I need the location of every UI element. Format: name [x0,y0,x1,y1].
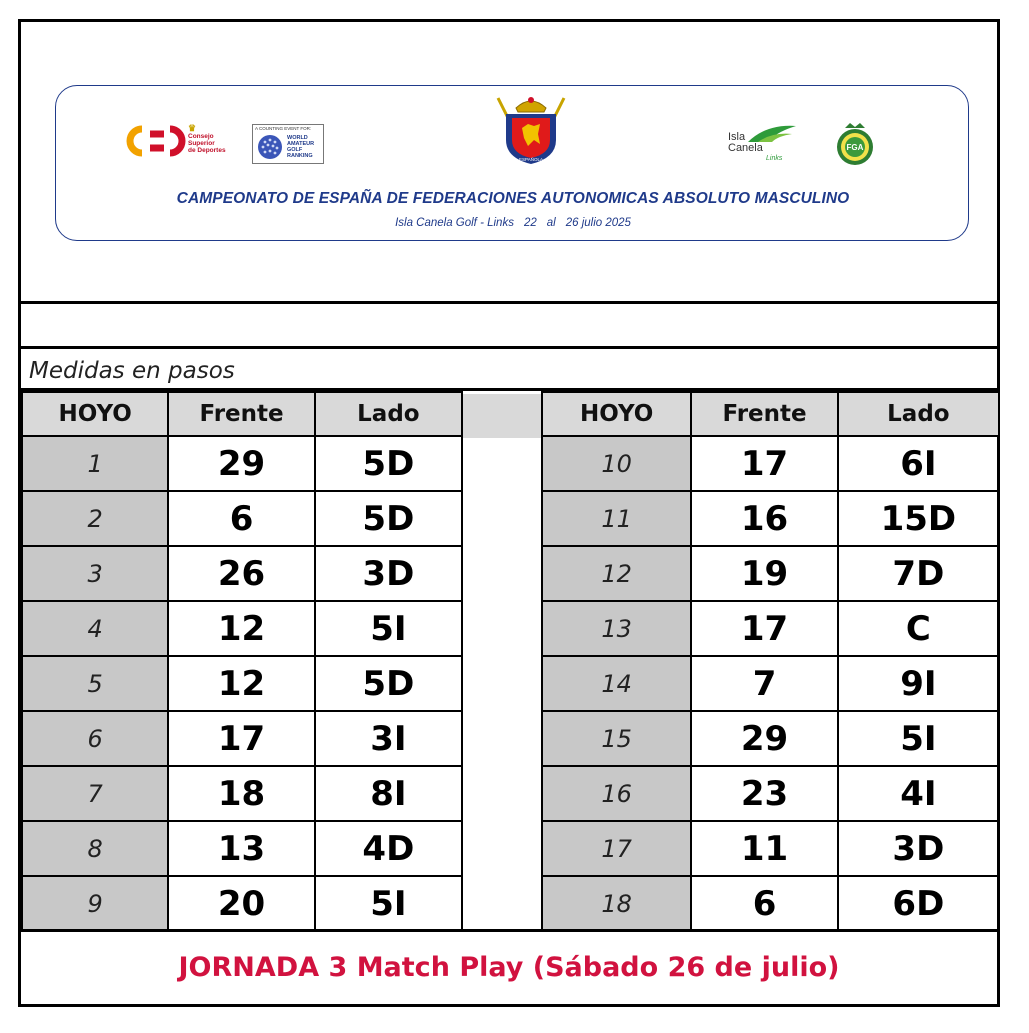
hole-row [22,876,462,931]
hole-number: 18 [542,876,691,931]
hole-number: 9 [22,876,168,931]
header [21,22,997,304]
pin-sheet [18,19,1000,1007]
lado-value: 5D [315,436,462,491]
wagr-text-1: WORLD [287,135,308,141]
hole-row [22,601,462,656]
hole-number: 15 [542,711,691,766]
lado-value: 4I [838,766,999,821]
rfeg-crest-icon [494,94,568,166]
frente-value: 23 [691,766,837,821]
wagr-text-4: RANKING [287,153,313,159]
isla-text: Isla [728,131,746,143]
hole-row [542,601,999,656]
frente-value: 12 [168,656,314,711]
hole-row [542,436,999,491]
csd-logo [126,124,246,164]
hole-number: 11 [542,491,691,546]
lado-value: 7D [838,546,999,601]
rfeg-band-text: ESPAÑOLA [519,157,543,162]
frente-value: 6 [168,491,314,546]
hoyo-header: HOYO [542,392,691,436]
frente-value: 18 [168,766,314,821]
frente-value: 12 [168,601,314,656]
wagr-logo [252,124,324,164]
fga-text: FGA [846,143,864,152]
hole-number: 13 [542,601,691,656]
lado-value: 9I [838,656,999,711]
event-title: CAMPEONATO DE ESPAÑA DE FEDERACIONES AUTONOMICAS ABSOLUTO MASCULINO [176,190,850,207]
column-gap-header [461,394,543,438]
hole-number: 10 [542,436,691,491]
hole-row [542,711,999,766]
frente-value: 19 [691,546,837,601]
date-separator: al [546,217,556,229]
csd-text-2: Superior [188,140,215,147]
lado-value: 6D [838,876,999,931]
golf-ball-icon [256,133,284,161]
hole-row [22,491,462,546]
hole-number: 1 [22,436,168,491]
event-banner [55,85,969,241]
round-label: JORNADA 3 Match Play (Sábado 26 de julio) [178,952,840,983]
units-label: Medidas en pasos [29,358,235,384]
frente-value: 26 [168,546,314,601]
lado-value: 3D [838,821,999,876]
hole-row [542,876,999,931]
fga-logo [832,120,878,166]
lado-value: 5D [315,491,462,546]
wagr-text-3: GOLF [287,147,303,153]
hole-row [22,711,462,766]
canela-text: Canela [728,142,763,154]
hole-number: 5 [22,656,168,711]
rfeg-crest [494,94,568,166]
frente-value: 17 [168,711,314,766]
divider-4 [21,929,997,932]
frente-value: 20 [168,876,314,931]
isla-canela-logo [728,122,800,166]
lado-value: 5D [315,656,462,711]
hole-number: 14 [542,656,691,711]
hole-number: 16 [542,766,691,821]
fga-badge-icon [832,120,878,166]
frente-value: 29 [691,711,837,766]
holes-10-18-table [541,391,1000,932]
lado-value: 5I [315,601,462,656]
hole-number: 7 [22,766,168,821]
hole-row [542,656,999,711]
hole-row [542,821,999,876]
frente-header: Frente [691,392,837,436]
hoyo-header: HOYO [22,392,168,436]
hole-number: 12 [542,546,691,601]
lado-value: 8I [315,766,462,821]
hole-row [22,656,462,711]
lado-header: Lado [315,392,462,436]
hole-number: 4 [22,601,168,656]
wagr-text-2: AMATEUR [287,141,315,147]
hole-row [542,491,999,546]
links-text: Links [766,155,783,162]
lado-value: 4D [315,821,462,876]
lado-value: 15D [838,491,999,546]
frente-value: 13 [168,821,314,876]
frente-value: 17 [691,436,837,491]
hole-row [22,821,462,876]
hole-number: 8 [22,821,168,876]
frente-value: 16 [691,491,837,546]
date-to: 26 julio 2025 [565,217,631,229]
wagr-top-text: A COUNTING EVENT FOR: [255,126,312,131]
frente-value: 29 [168,436,314,491]
hole-row [542,766,999,821]
csd-text-1: Consejo [188,133,214,140]
frente-value: 7 [691,656,837,711]
hole-number: 6 [22,711,168,766]
holes-1-9-table [21,391,463,932]
lado-value: C [838,601,999,656]
divider-2 [21,346,997,349]
lado-value: 3D [315,546,462,601]
frente-value: 17 [691,601,837,656]
divider-1 [21,301,997,304]
hole-row [22,546,462,601]
lado-value: 3I [315,711,462,766]
csd-text-3: de Deportes [188,147,226,154]
frente-value: 11 [691,821,837,876]
lado-value: 5I [315,876,462,931]
date-from: 22 [523,217,537,229]
frente-value: 6 [691,876,837,931]
crown-icon: ♛ [188,123,197,133]
event-subtitle [56,217,970,229]
lado-value: 5I [838,711,999,766]
csd-mark-icon [126,124,190,158]
hole-row [542,546,999,601]
hole-row [22,436,462,491]
hole-row [22,766,462,821]
lado-header: Lado [838,392,999,436]
frente-header: Frente [168,392,314,436]
hole-number: 17 [542,821,691,876]
lado-value: 6I [838,436,999,491]
hole-number: 3 [22,546,168,601]
venue-text: Isla Canela Golf - Links [395,217,514,229]
hole-number: 2 [22,491,168,546]
